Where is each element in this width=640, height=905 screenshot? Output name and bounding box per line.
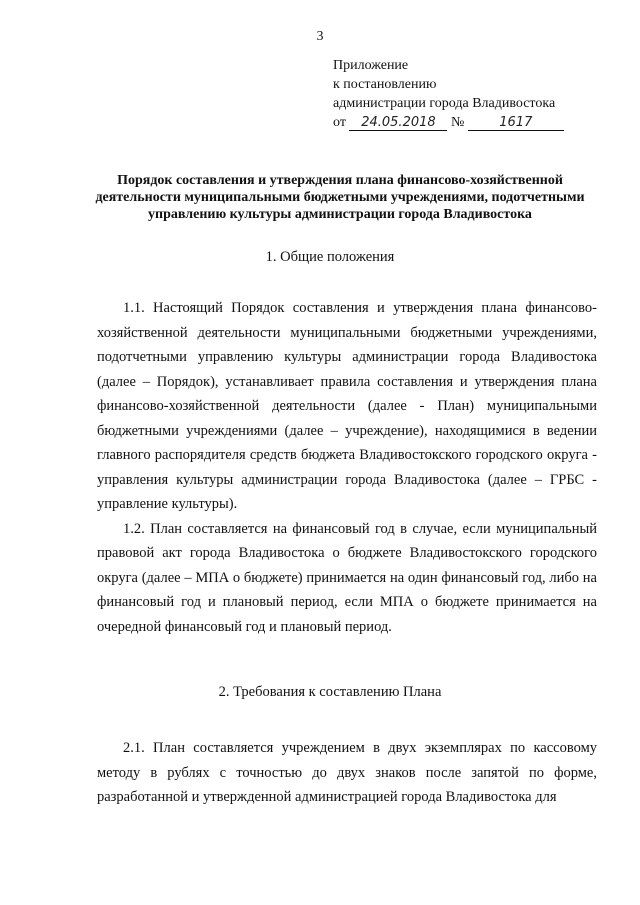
section-2-title: 2. Требования к составлению Плана	[218, 684, 442, 700]
appendix-line-1: Приложение	[333, 58, 409, 73]
document-title-line-3: управлению культуры администрации города Владивостока	[148, 207, 532, 222]
appendix-line-2: к постановлению	[333, 77, 437, 92]
handwritten-number: 1617	[468, 115, 564, 131]
page-number: 3	[316, 29, 324, 44]
document-title-line-1: Порядок составления и утверждения плана финансово-хозяйственной	[117, 173, 563, 188]
handwritten-date: 24.05.2018	[349, 115, 447, 131]
section-1-title: 1. Общие положения	[265, 249, 395, 265]
appendix-line-3: администрации города Владивостока	[333, 96, 556, 111]
from-label: от	[333, 115, 346, 130]
appendix-date-row	[333, 113, 564, 132]
paragraph-2-1: 2.1. План составляется учреждением в двух экземплярах по кассовому методу в рублях с точностью до двух знаков после запятой по форме, разработанной и утвержденной администрацией города Владивостока для	[97, 740, 597, 805]
document-title-line-2: деятельности муниципальными бюджетными учреждениями, подотчетными	[95, 190, 585, 205]
section-2-body	[97, 736, 597, 810]
paragraph-1-2: 1.2. План составляется на финансовый год в случае, если муниципальный правовой акт города Владивостока о бюджете Владивостокского городского округа (далее – МПА о бюджете) принимается на один финансовый год, либо на финансовый год и плановый период, если МПА о бюджете принимается на очередной финансовый год и плановый период.	[97, 520, 597, 635]
number-label: №	[450, 115, 465, 130]
appendix-block	[333, 56, 564, 132]
paragraph-1-1: 1.1. Настоящий Порядок составления и утверждения плана финансово-хозяйственной деятельности муниципальными бюджетными учреждениями, подотчетными управлению культуры администрации города Владивостока (далее – Порядок), устанавливает правила составления и утверждения плана финансово-хозяйственной деятельности (далее - План) муниципальными бюджетными учреждениями (далее – учреждение), находящимися в ведении главного распорядителя средств бюджета Владивостокского городского округа - управления культуры администрации города Владивостока (далее – ГРБС - управление культуры).	[97, 300, 597, 512]
document-title	[70, 172, 610, 223]
section-1-body	[97, 296, 597, 639]
